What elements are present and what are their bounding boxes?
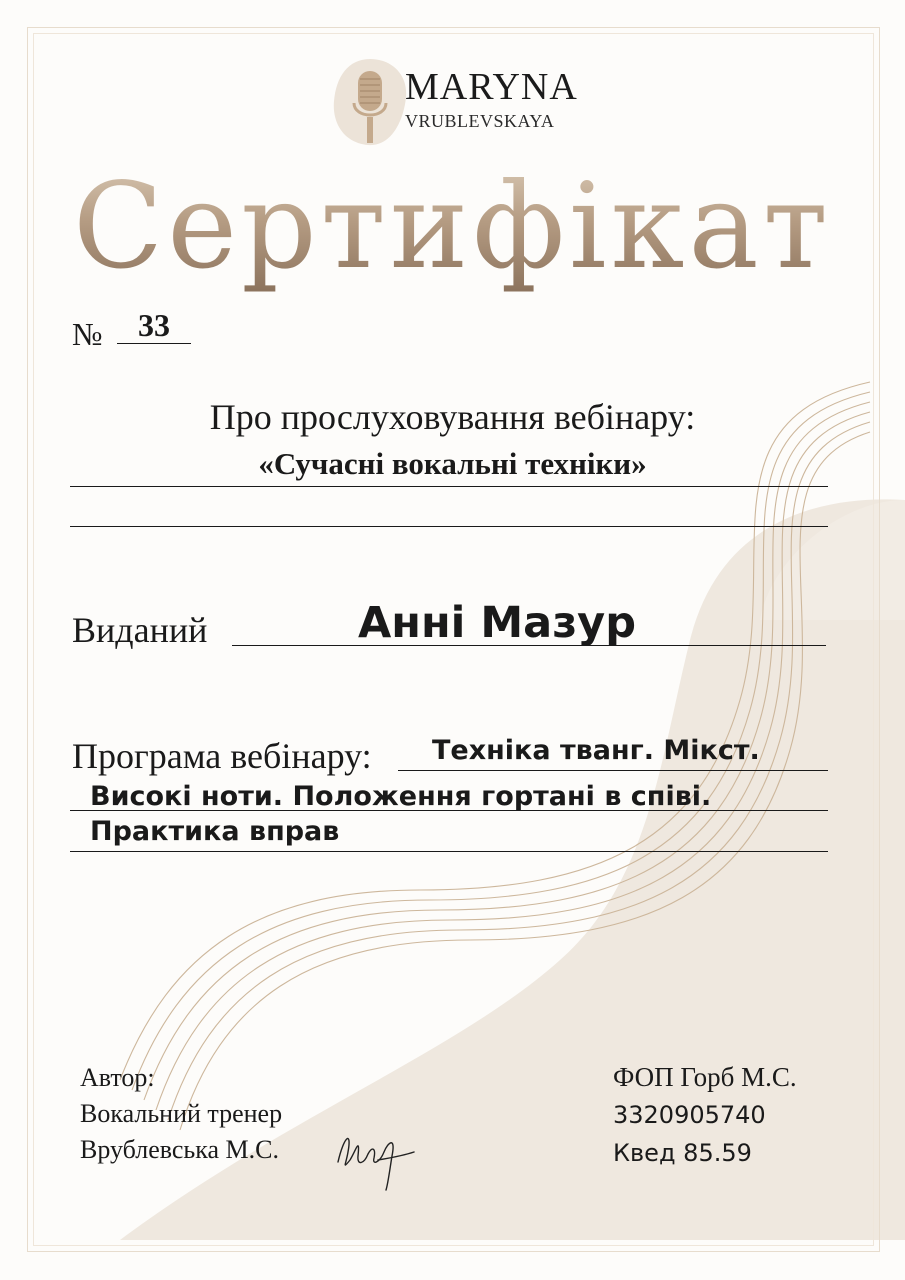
program-line: Практика вправ [90,816,340,847]
author-block [80,1060,282,1168]
issued-label: Виданий [72,610,208,650]
entrepreneur-name: ФОП Горб М.С. [613,1062,797,1092]
author-label: Автор: [80,1063,155,1092]
signature [330,1112,420,1192]
certificate-title: Сертифікат [0,162,905,292]
underline [70,486,828,487]
program-line: Високі ноти. Положення гортані в співі. [90,781,712,812]
about-text: Про прослуховування вебінару: [209,397,696,437]
activity-code: Квед 85.59 [613,1139,752,1167]
logo-name: MARYNA [405,66,578,108]
microphone-icon [330,57,410,149]
webinar-title: «Сучасні вокальні техніки» [258,446,647,481]
tax-id: 3320905740 [613,1101,766,1129]
logo-subtitle: VRUBLEVSKAYA [405,111,555,131]
author-name: Врублевська М.С. [80,1135,280,1164]
number-label: № [72,316,103,352]
certificate-number: 33 [117,308,191,344]
underline [232,645,826,646]
program-label: Програма вебінару: [72,736,372,776]
underline [70,810,828,811]
underline [70,526,828,527]
underline [70,851,828,852]
underline [398,770,828,771]
author-role: Вокальний тренер [80,1099,283,1128]
program-line: Техніка тванг. Мікст. [432,735,760,766]
recipient-name: Анні Мазур [357,598,636,648]
entrepreneur-block [613,1058,797,1172]
